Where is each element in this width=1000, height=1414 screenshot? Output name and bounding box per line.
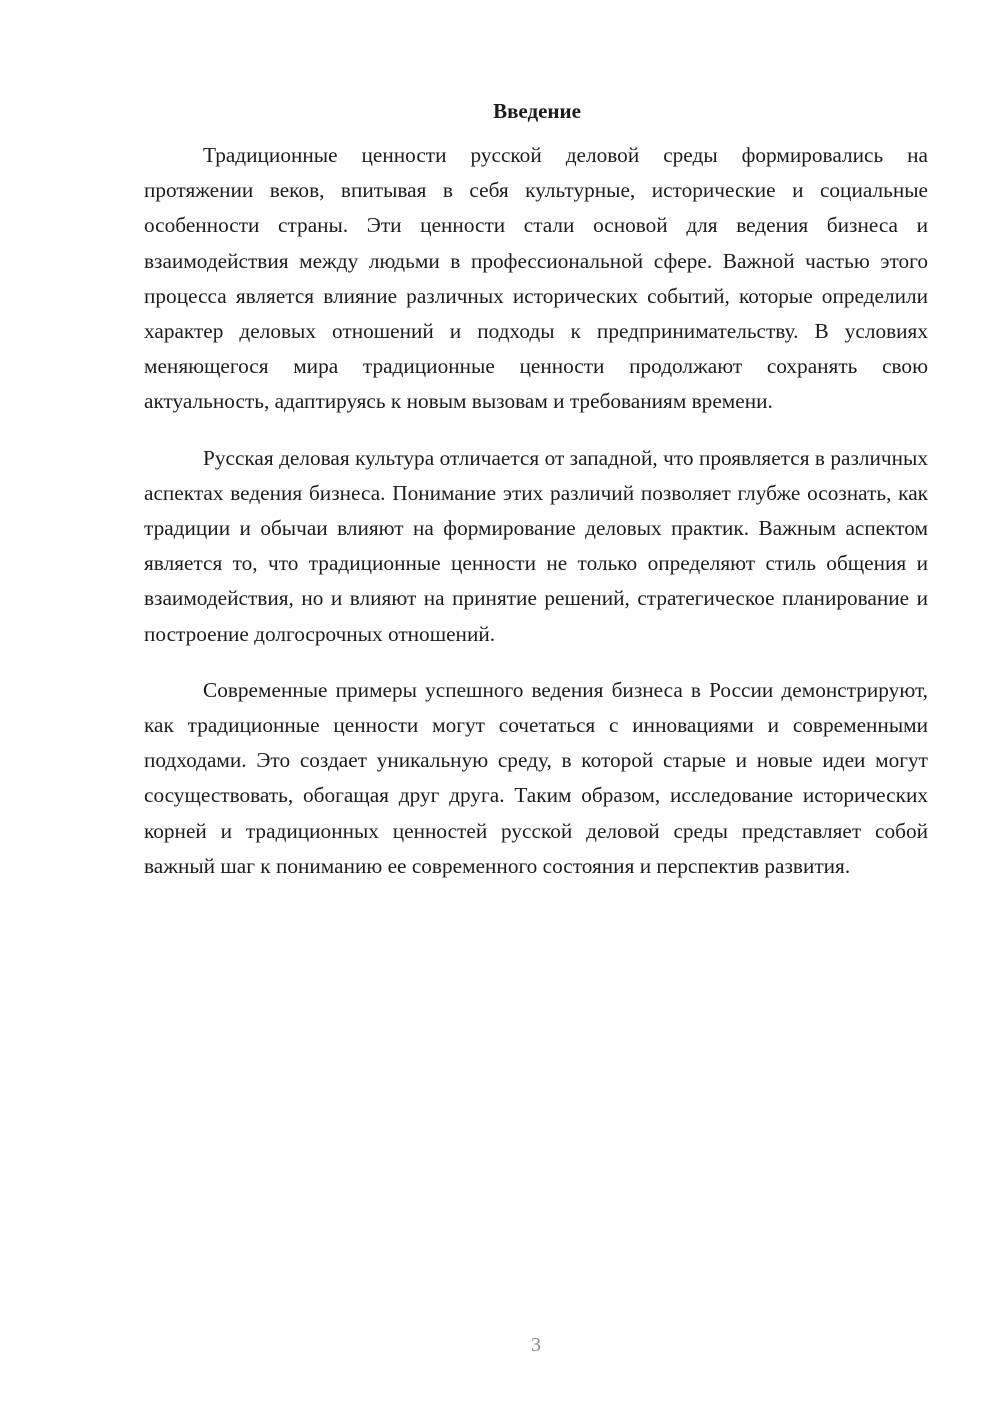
paragraph-2: Русская деловая культура отличается от западной, что проявляется в различных аспектах ведения бизнеса. Понимание этих различий позволяет глубже осознать, как традиции и обычаи влияют на формирование деловых практик. Важным аспектом является то, что традиционные ценности не только определяют стиль общения и взаимодействия, но и влияют на принятие решений, стратегическое планирование и построение долгосрочных отношений.	[144, 445, 928, 646]
page-content	[144, 96, 928, 905]
paragraph-1: Традиционные ценности русской деловой среды формировались на протяжении веков, впитывая в себя культурные, исторические и социальные особенности страны. Эти ценности стали основой для ведения бизнеса и взаимодействия между людьми в профессиональной сфере. Важной частью этого процесса является влияние различных исторических событий, которые определили характер деловых отношений и подходы к предпринимательству. В условиях меняющегося мира традиционные ценности продолжают сохранять свою актуальность, адаптируясь к новым вызовам и требованиям времени.	[144, 143, 928, 414]
paragraph-3: Современные примеры успешного ведения бизнеса в России демонстрируют, как традиционные ценности могут сочетаться с инновациями и современными подходами. Это создает уникальную среду, в которой старые и новые идеи могут сосуществовать, обогащая друг друга. Таким образом, исследование исторических корней и традиционных ценностей русской деловой среды представляет собой важный шаг к пониманию ее современного состояния и перспектив развития.	[144, 677, 928, 878]
page-number: 3	[531, 1334, 541, 1356]
section-title: Введение	[493, 99, 581, 123]
